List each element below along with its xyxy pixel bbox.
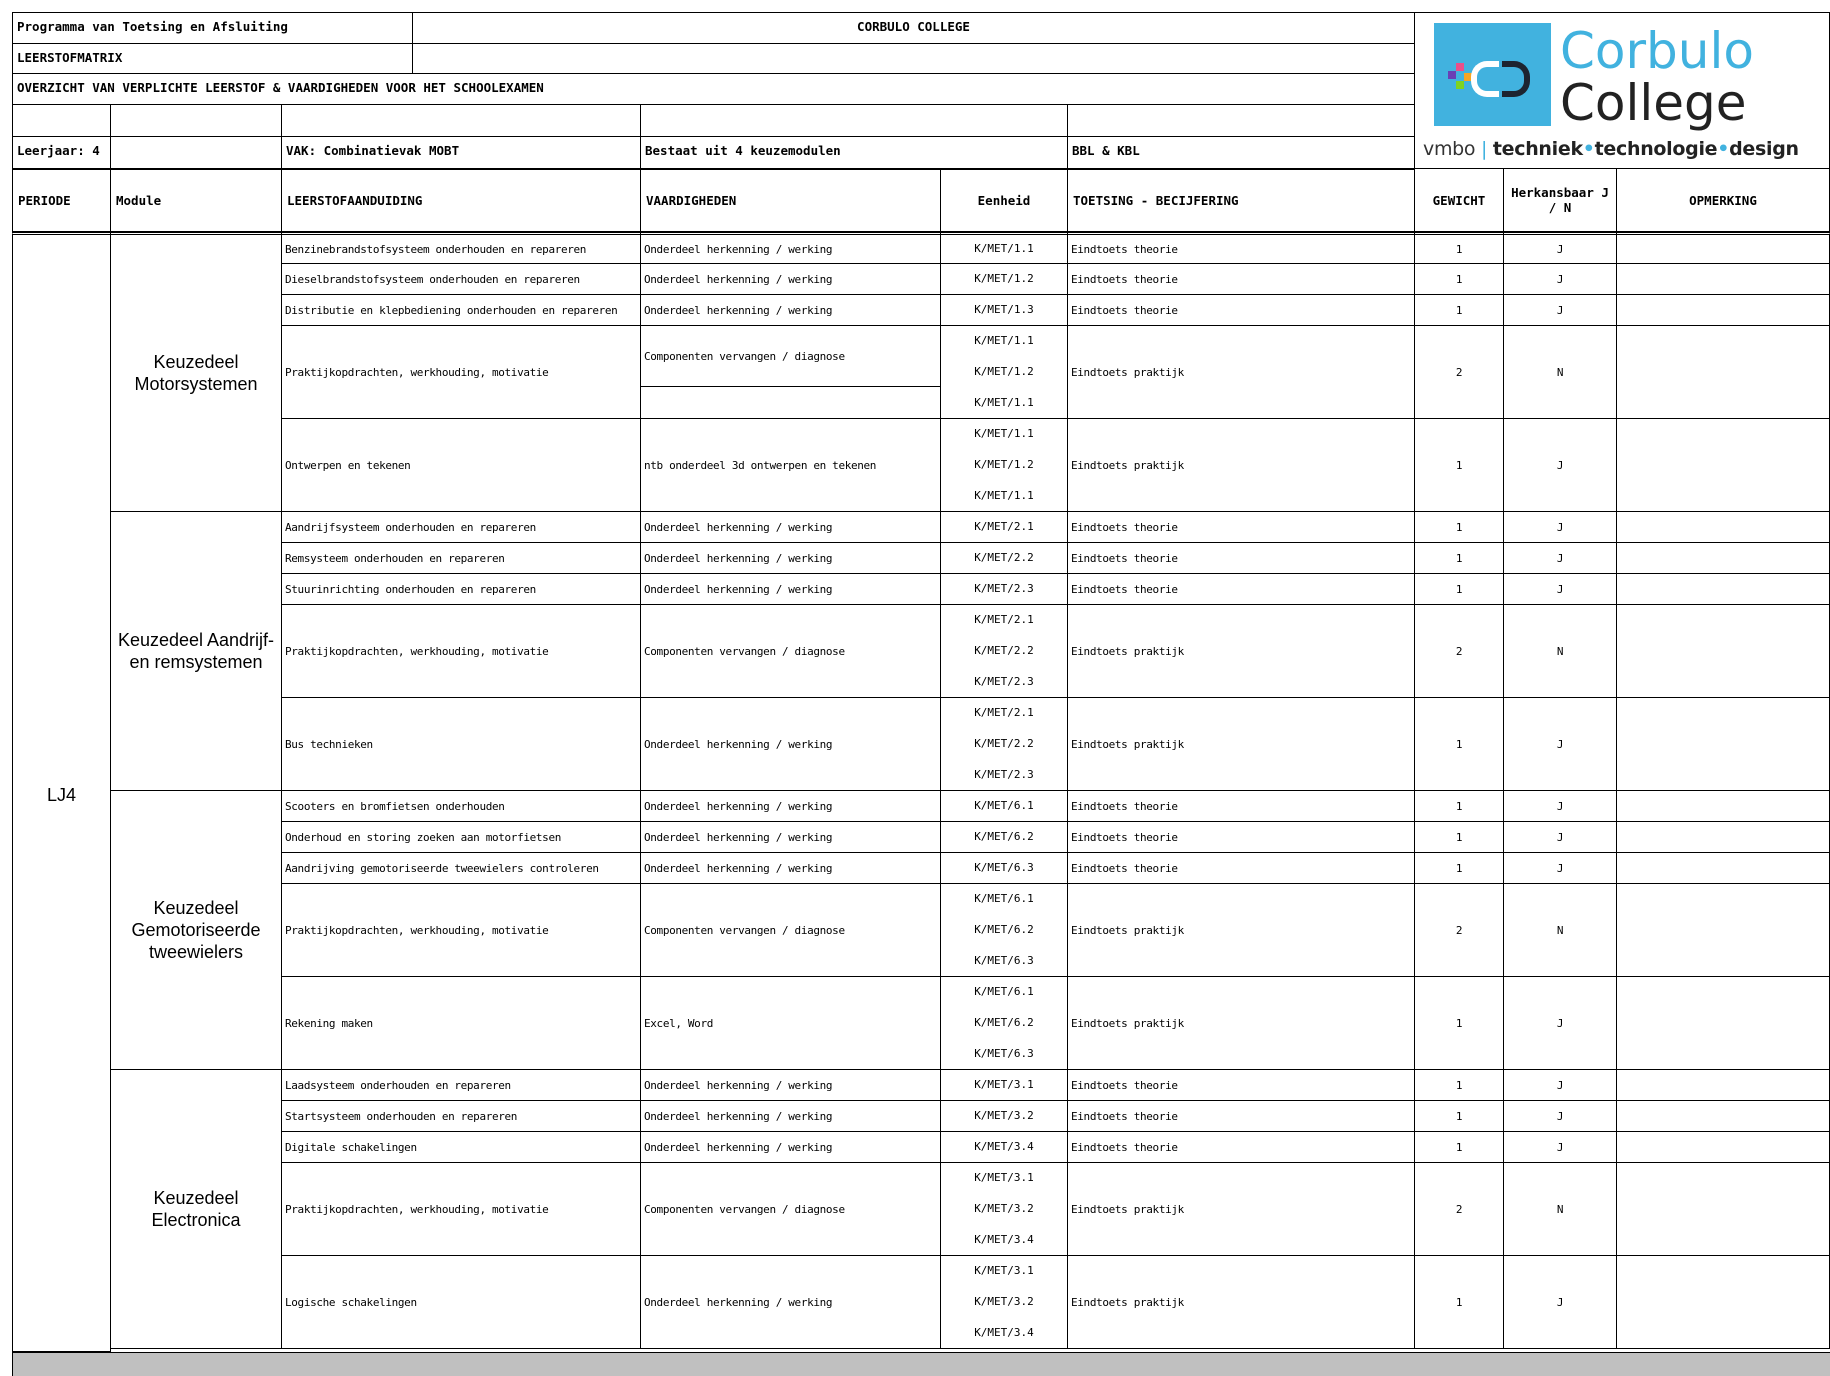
eenheid-code: K/MET/1.1 xyxy=(974,427,1034,441)
vaardigheden-cell: Onderdeel herkenning / werking xyxy=(640,1255,941,1349)
tag-technologie: technologie xyxy=(1594,138,1718,160)
eenheid-code: K/MET/6.2 xyxy=(974,922,1034,936)
eenheid-cell xyxy=(940,1162,1068,1256)
toetsing-cell: Eindtoets theorie xyxy=(1067,542,1415,574)
vaardigheden-cell: Onderdeel herkenning / werking xyxy=(640,852,941,884)
eenheid-code: K/MET/1.3 xyxy=(974,303,1034,316)
leerstof-cell: Bus technieken xyxy=(281,697,641,791)
toetsing-cell: Eindtoets praktijk xyxy=(1067,697,1415,791)
gewicht-cell: 1 xyxy=(1414,573,1504,605)
empty-header-cell xyxy=(110,136,282,170)
programme-title: Programma van Toetsing en Afsluiting xyxy=(12,12,413,44)
leerstof-cell: Onderhoud en storing zoeken aan motorfietsen xyxy=(281,821,641,853)
eenheid-code: K/MET/1.1 xyxy=(974,488,1034,502)
eenheid-cell xyxy=(940,821,1068,853)
opmerking-cell xyxy=(1616,1255,1830,1349)
vaardigheden-cell: Onderdeel herkenning / werking xyxy=(640,294,941,326)
toetsing-cell: Eindtoets theorie xyxy=(1067,852,1415,884)
tag-techniek: techniek xyxy=(1492,138,1583,160)
leerstof-cell: Rekening maken xyxy=(281,976,641,1070)
toetsing-cell: Eindtoets theorie xyxy=(1067,1131,1415,1163)
vaardigheden-cell: Onderdeel herkenning / werking xyxy=(640,263,941,295)
eenheid-code: K/MET/6.3 xyxy=(974,861,1034,874)
toetsing-cell: Eindtoets praktijk xyxy=(1067,976,1415,1070)
opmerking-cell xyxy=(1616,883,1830,977)
opmerking-cell xyxy=(1616,976,1830,1070)
eenheid-code: K/MET/2.1 xyxy=(974,520,1034,533)
opmerking-cell xyxy=(1616,232,1830,264)
eenheid-code: K/MET/1.1 xyxy=(974,395,1034,409)
school-name: CORBULO COLLEGE xyxy=(412,12,1415,44)
logo-word-corbulo: Corbulo xyxy=(1560,22,1754,80)
opmerking-cell xyxy=(1616,697,1830,791)
toetsing-cell: Eindtoets theorie xyxy=(1067,1069,1415,1101)
eenheid-cell xyxy=(940,263,1068,295)
col-leerstof: LEERSTOFAANDUIDING xyxy=(281,168,641,232)
leerstof-cell: Ontwerpen en tekenen xyxy=(281,418,641,512)
eenheid-code: K/MET/2.3 xyxy=(974,767,1034,781)
matrix-title: LEERSTOFMATRIX xyxy=(12,43,413,74)
vaardigheden-cell: Componenten vervangen / diagnose xyxy=(640,1162,941,1256)
tag-separator: • xyxy=(1582,138,1595,160)
gewicht-cell: 1 xyxy=(1414,1255,1504,1349)
eenheid-cell xyxy=(940,232,1068,264)
vaardigheden-cell: Componenten vervangen / diagnose xyxy=(640,604,941,698)
eenheid-code: K/MET/3.1 xyxy=(974,1078,1034,1091)
toetsing-cell: Eindtoets theorie xyxy=(1067,573,1415,605)
eenheid-code: K/MET/3.2 xyxy=(974,1294,1034,1308)
col-eenheid: Eenheid xyxy=(940,168,1068,232)
eenheid-code: K/MET/3.4 xyxy=(974,1325,1034,1339)
herkansbaar-cell: N xyxy=(1503,604,1617,698)
toetsing-cell: Eindtoets praktijk xyxy=(1067,1255,1415,1349)
module-name: Keuzedeel Motorsystemen xyxy=(110,232,282,512)
herkansbaar-cell: J xyxy=(1503,1131,1617,1163)
eenheid-code: K/MET/6.1 xyxy=(974,985,1034,999)
period-cell xyxy=(12,232,111,1352)
herkansbaar-cell: J xyxy=(1503,790,1617,822)
logo-word-college: College xyxy=(1560,74,1747,132)
herkansbaar-cell: J xyxy=(1503,1255,1617,1349)
eenheid-cell xyxy=(940,325,1068,419)
vaardigheden-cell: Excel, Word xyxy=(640,976,941,1070)
col-toetsing: TOETSING - BECIJFERING xyxy=(1067,168,1415,232)
vaardigheden-cell: Onderdeel herkenning / werking xyxy=(640,1131,941,1163)
eenheid-code: K/MET/2.2 xyxy=(974,551,1034,564)
toetsing-cell: Eindtoets theorie xyxy=(1067,821,1415,853)
opmerking-cell xyxy=(1616,418,1830,512)
tag-design: design xyxy=(1729,138,1799,160)
eenheid-cell xyxy=(940,573,1068,605)
empty-header-cell xyxy=(640,104,1068,137)
gewicht-cell: 2 xyxy=(1414,604,1504,698)
gewicht-cell: 1 xyxy=(1414,542,1504,574)
herkansbaar-cell: J xyxy=(1503,1069,1617,1101)
eenheid-cell xyxy=(940,790,1068,822)
eenheid-code: K/MET/1.2 xyxy=(974,457,1034,471)
gewicht-cell: 1 xyxy=(1414,852,1504,884)
gewicht-cell: 1 xyxy=(1414,511,1504,543)
logo-tagline xyxy=(1423,137,1799,161)
module-name: Keuzedeel Aandrijf- en remsystemen xyxy=(110,511,282,791)
empty-header-cell xyxy=(12,104,111,137)
eenheid-code: K/MET/6.3 xyxy=(974,1046,1034,1060)
corbulo-logo xyxy=(1414,12,1830,169)
gewicht-cell: 2 xyxy=(1414,325,1504,419)
leerstof-cell: Praktijkopdrachten, werkhouding, motivatie xyxy=(281,604,641,698)
opmerking-cell xyxy=(1616,1162,1830,1256)
gewicht-cell: 1 xyxy=(1414,294,1504,326)
opmerking-cell xyxy=(1616,852,1830,884)
eenheid-cell xyxy=(940,883,1068,977)
eenheid-cell xyxy=(940,294,1068,326)
column-header-row xyxy=(12,168,1830,232)
herkansbaar-cell: J xyxy=(1503,263,1617,295)
empty-header-cell xyxy=(412,43,1415,74)
toetsing-cell: Eindtoets theorie xyxy=(1067,263,1415,295)
vaardigheden-cell: Onderdeel herkenning / werking xyxy=(640,232,941,264)
opmerking-cell xyxy=(1616,325,1830,419)
col-vaardigheden: VAARDIGHEDEN xyxy=(640,168,941,232)
eenheid-code: K/MET/6.2 xyxy=(974,1015,1034,1029)
empty-cell xyxy=(640,386,941,419)
eenheid-cell xyxy=(940,1069,1068,1101)
herkansbaar-cell: J xyxy=(1503,418,1617,512)
gewicht-cell: 1 xyxy=(1414,697,1504,791)
leerstof-cell: Praktijkopdrachten, werkhouding, motivatie xyxy=(281,1162,641,1256)
eenheid-cell xyxy=(940,542,1068,574)
toetsing-cell: Eindtoets theorie xyxy=(1067,790,1415,822)
empty-header-cell xyxy=(1067,104,1415,137)
eenheid-code: K/MET/3.2 xyxy=(974,1201,1034,1215)
period-label: LJ4 xyxy=(46,785,77,805)
tag-vmbo: vmbo xyxy=(1423,138,1476,160)
module-name: Keuzedeel Gemotoriseerde tweewielers xyxy=(110,790,282,1070)
leerstof-cell: Aandrijfsysteem onderhouden en repareren xyxy=(281,511,641,543)
eenheid-code: K/MET/3.2 xyxy=(974,1109,1034,1122)
herkansbaar-cell: N xyxy=(1503,883,1617,977)
herkansbaar-cell: J xyxy=(1503,511,1617,543)
opmerking-cell xyxy=(1616,790,1830,822)
eenheid-cell xyxy=(940,418,1068,512)
eenheid-code: K/MET/2.2 xyxy=(974,736,1034,750)
leerstof-cell: Startsysteem onderhouden en repareren xyxy=(281,1100,641,1132)
gewicht-cell: 1 xyxy=(1414,1069,1504,1101)
eenheid-cell xyxy=(940,1255,1068,1349)
vaardigheden-cell: Componenten vervangen / diagnose xyxy=(640,325,941,387)
col-module: Module xyxy=(110,168,282,232)
eenheid-cell xyxy=(940,697,1068,791)
eenheid-code: K/MET/2.3 xyxy=(974,674,1034,688)
leerstof-cell: Dieselbrandstofsysteem onderhouden en repareren xyxy=(281,263,641,295)
gewicht-cell: 1 xyxy=(1414,976,1504,1070)
opmerking-cell xyxy=(1616,573,1830,605)
logo-mark-icon xyxy=(1434,23,1551,126)
herkansbaar-cell: J xyxy=(1503,1100,1617,1132)
toetsing-cell: Eindtoets theorie xyxy=(1067,294,1415,326)
bestaat-label: Bestaat uit 4 keuzemodulen xyxy=(640,136,1068,170)
opmerking-cell xyxy=(1616,821,1830,853)
gewicht-cell: 1 xyxy=(1414,790,1504,822)
vaardigheden-cell: Onderdeel herkenning / werking xyxy=(640,1069,941,1101)
eenheid-cell xyxy=(940,1100,1068,1132)
opmerking-cell xyxy=(1616,1069,1830,1101)
opmerking-cell xyxy=(1616,511,1830,543)
empty-header-cell xyxy=(281,104,641,137)
herkansbaar-cell: J xyxy=(1503,821,1617,853)
leerstof-cell: Scooters en bromfietsen onderhouden xyxy=(281,790,641,822)
overview-title: OVERZICHT VAN VERPLICHTE LEERSTOF & VAARDIGHEDEN VOOR HET SCHOOLEXAMEN xyxy=(12,73,1415,105)
leerstof-cell: Laadsysteem onderhouden en repareren xyxy=(281,1069,641,1101)
gewicht-cell: 1 xyxy=(1414,263,1504,295)
opmerking-cell xyxy=(1616,1131,1830,1163)
gewicht-cell: 1 xyxy=(1414,1131,1504,1163)
toetsing-cell: Eindtoets praktijk xyxy=(1067,883,1415,977)
tag-separator: • xyxy=(1717,138,1730,160)
toetsing-cell: Eindtoets theorie xyxy=(1067,1100,1415,1132)
opmerking-cell xyxy=(1616,263,1830,295)
opmerking-cell xyxy=(1616,1100,1830,1132)
toetsing-cell: Eindtoets praktijk xyxy=(1067,604,1415,698)
opmerking-cell xyxy=(1616,604,1830,698)
vaardigheden-cell: Onderdeel herkenning / werking xyxy=(640,697,941,791)
opmerking-cell xyxy=(1616,294,1830,326)
col-periode: PERIODE xyxy=(12,168,111,232)
herkansbaar-cell: J xyxy=(1503,976,1617,1070)
leerstof-cell: Stuurinrichting onderhouden en repareren xyxy=(281,573,641,605)
bbl-kbl-label: BBL & KBL xyxy=(1067,136,1415,170)
eenheid-cell xyxy=(940,852,1068,884)
toetsing-cell: Eindtoets theorie xyxy=(1067,511,1415,543)
module-name: Keuzedeel Electronica xyxy=(110,1069,282,1349)
vaardigheden-cell: Onderdeel herkenning / werking xyxy=(640,821,941,853)
eenheid-cell xyxy=(940,604,1068,698)
leerjaar-label: Leerjaar: 4 xyxy=(12,136,111,170)
herkansbaar-cell: J xyxy=(1503,573,1617,605)
leerstof-cell: Praktijkopdrachten, werkhouding, motivatie xyxy=(281,883,641,977)
document-header xyxy=(12,12,1830,169)
opmerking-cell xyxy=(1616,542,1830,574)
herkansbaar-cell: J xyxy=(1503,232,1617,264)
eenheid-code: K/MET/3.1 xyxy=(974,1171,1034,1185)
eenheid-code: K/MET/6.1 xyxy=(974,892,1034,906)
leerstof-cell: Digitale schakelingen xyxy=(281,1131,641,1163)
vaardigheden-cell: ntb onderdeel 3d ontwerpen en tekenen xyxy=(640,418,941,512)
eenheid-code: K/MET/2.1 xyxy=(974,613,1034,627)
leerstof-cell: Aandrijving gemotoriseerde tweewielers controleren xyxy=(281,852,641,884)
eenheid-code: K/MET/6.3 xyxy=(974,953,1034,967)
col-opmerking: OPMERKING xyxy=(1616,168,1830,232)
herkansbaar-cell: N xyxy=(1503,1162,1617,1256)
toetsing-cell: Eindtoets praktijk xyxy=(1067,1162,1415,1256)
eenheid-code: K/MET/1.1 xyxy=(974,334,1034,348)
vaardigheden-cell: Onderdeel herkenning / werking xyxy=(640,511,941,543)
eenheid-code: K/MET/6.2 xyxy=(974,830,1034,843)
gewicht-cell: 2 xyxy=(1414,883,1504,977)
eenheid-cell xyxy=(940,1131,1068,1163)
vaardigheden-cell: Onderdeel herkenning / werking xyxy=(640,542,941,574)
col-gewicht: GEWICHT xyxy=(1414,168,1504,232)
vaardigheden-cell: Componenten vervangen / diagnose xyxy=(640,883,941,977)
col-herkansbaar: Herkansbaar J / N xyxy=(1503,168,1617,232)
herkansbaar-cell: J xyxy=(1503,697,1617,791)
eenheid-code: K/MET/6.1 xyxy=(974,799,1034,812)
tag-pipe: | xyxy=(1481,138,1488,160)
eenheid-code: K/MET/1.2 xyxy=(974,272,1034,285)
eenheid-code: K/MET/2.1 xyxy=(974,706,1034,720)
leerstof-cell: Distributie en klepbediening onderhouden en repareren xyxy=(281,294,641,326)
eenheid-code: K/MET/3.4 xyxy=(974,1232,1034,1246)
eenheid-cell xyxy=(940,976,1068,1070)
leerstof-cell: Logische schakelingen xyxy=(281,1255,641,1349)
vaardigheden-cell: Onderdeel herkenning / werking xyxy=(640,573,941,605)
herkansbaar-cell: J xyxy=(1503,542,1617,574)
eenheid-code: K/MET/2.3 xyxy=(974,582,1034,595)
leerstof-cell: Benzinebrandstofsysteem onderhouden en repareren xyxy=(281,232,641,264)
eenheid-code: K/MET/2.2 xyxy=(974,643,1034,657)
toetsing-cell: Eindtoets praktijk xyxy=(1067,418,1415,512)
gewicht-cell: 1 xyxy=(1414,232,1504,264)
herkansbaar-cell: J xyxy=(1503,294,1617,326)
eenheid-cell xyxy=(940,511,1068,543)
vaardigheden-cell: Onderdeel herkenning / werking xyxy=(640,790,941,822)
eenheid-code: K/MET/1.1 xyxy=(974,242,1034,255)
eenheid-code: K/MET/1.2 xyxy=(974,364,1034,378)
vaardigheden-cell: Onderdeel herkenning / werking xyxy=(640,1100,941,1132)
herkansbaar-cell: N xyxy=(1503,325,1617,419)
leerstof-cell: Praktijkopdrachten, werkhouding, motivatie xyxy=(281,325,641,419)
footer-bar xyxy=(12,1352,1830,1376)
gewicht-cell: 1 xyxy=(1414,821,1504,853)
toetsing-cell: Eindtoets theorie xyxy=(1067,232,1415,264)
empty-header-cell xyxy=(110,104,282,137)
gewicht-cell: 2 xyxy=(1414,1162,1504,1256)
gewicht-cell: 1 xyxy=(1414,418,1504,512)
herkansbaar-cell: J xyxy=(1503,852,1617,884)
eenheid-code: K/MET/3.4 xyxy=(974,1140,1034,1153)
toetsing-cell: Eindtoets praktijk xyxy=(1067,325,1415,419)
gewicht-cell: 1 xyxy=(1414,1100,1504,1132)
eenheid-code: K/MET/3.1 xyxy=(974,1264,1034,1278)
vak-label: VAK: Combinatievak MOBT xyxy=(281,136,641,170)
leerstof-cell: Remsysteem onderhouden en repareren xyxy=(281,542,641,574)
